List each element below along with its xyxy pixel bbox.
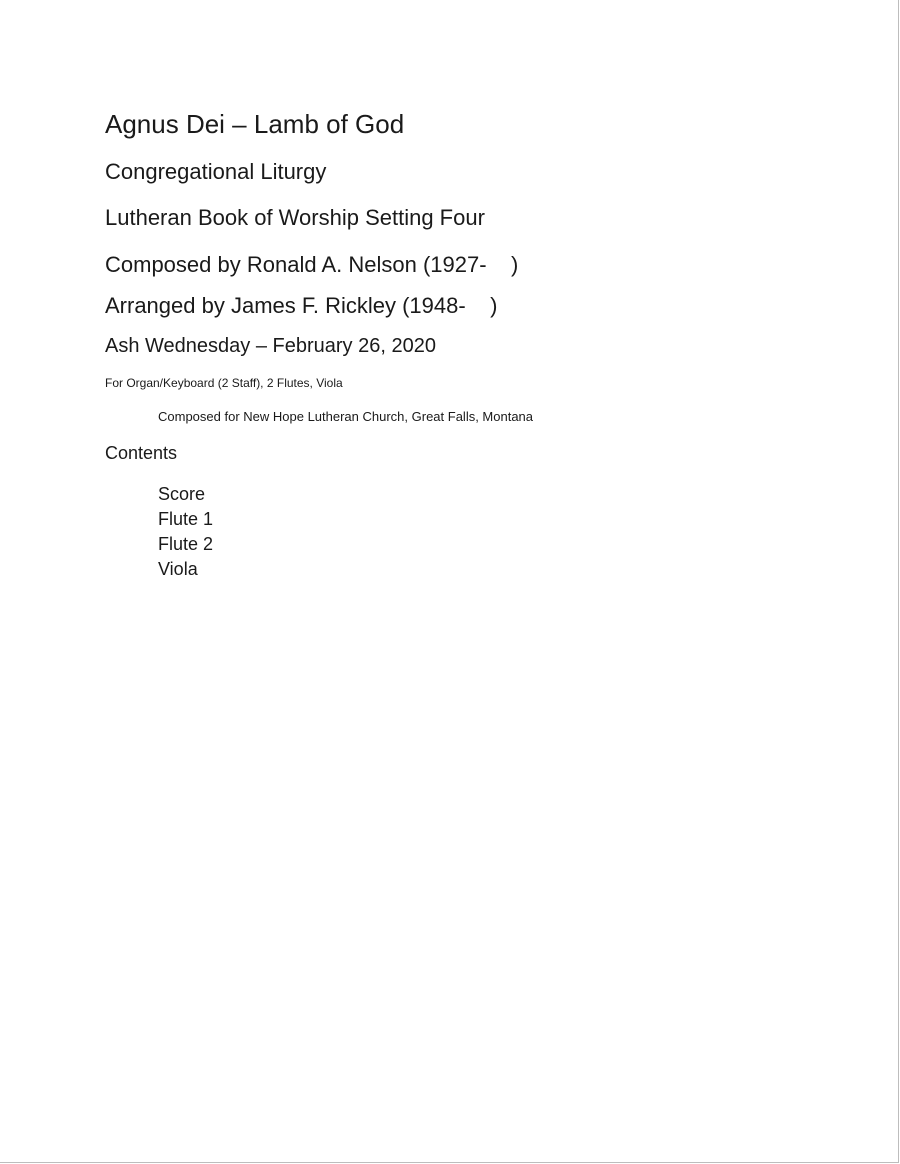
contents-item-flute-2: Flute 2 xyxy=(158,534,214,554)
occasion-date: Ash Wednesday – February 26, 2020 xyxy=(105,335,436,357)
contents-list xyxy=(158,482,213,582)
contents-item-viola: Viola xyxy=(158,559,198,579)
contents-item-flute-1: Flute 1 xyxy=(158,509,214,529)
arranger-credit: Arranged by James F. Rickley (1948- ) xyxy=(105,293,498,318)
document-subtitle: Congregational Liturgy xyxy=(105,159,327,184)
liturgy-setting: Lutheran Book of Worship Setting Four xyxy=(105,205,485,230)
document-title: Agnus Dei – Lamb of God xyxy=(105,109,405,139)
contents-heading: Contents xyxy=(105,443,178,463)
instrumentation: For Organ/Keyboard (2 Staff), 2 Flutes, Viola xyxy=(105,376,343,390)
composer-credit: Composed by Ronald A. Nelson (1927- ) xyxy=(105,252,519,277)
dedication: Composed for New Hope Lutheran Church, Great Falls, Montana xyxy=(158,409,534,424)
contents-item-score: Score xyxy=(158,484,206,504)
